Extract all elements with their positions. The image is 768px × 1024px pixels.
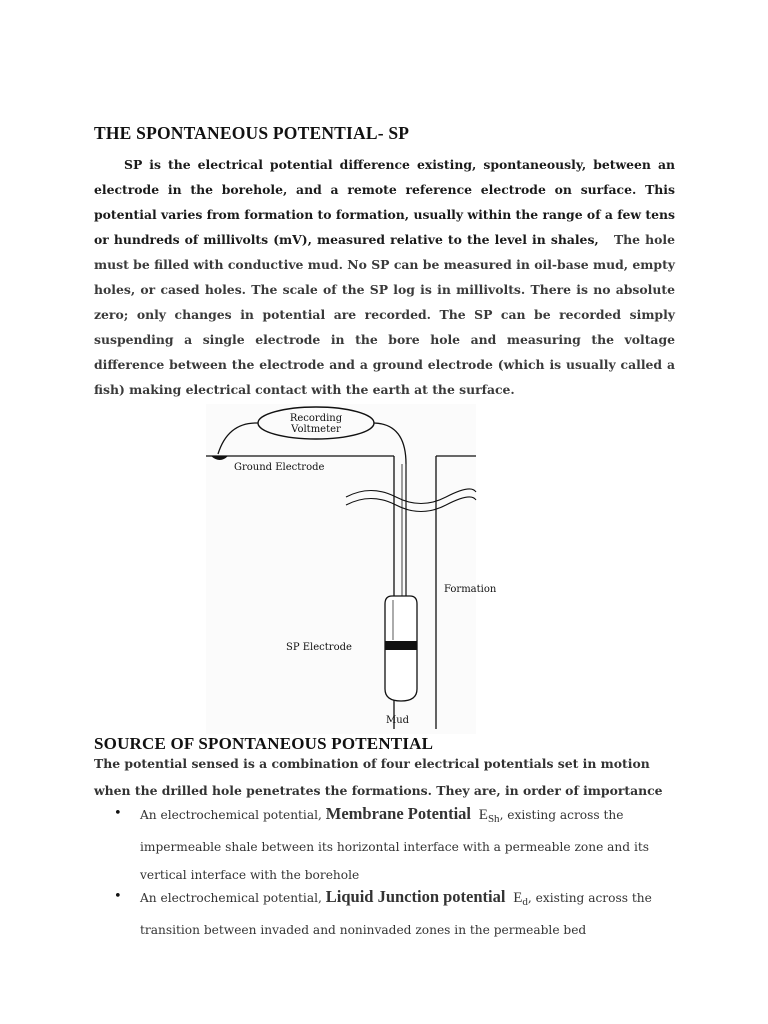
bullet-prefix: An electrochemical potential, bbox=[140, 808, 326, 822]
symbol-letter: E bbox=[478, 807, 488, 823]
bullet-term: Membrane Potential bbox=[325, 804, 472, 823]
bullet-dot-icon: • bbox=[114, 889, 122, 904]
bullet-suffix: , existing across the transition between invaded and noninvaded zones in the permeable bed bbox=[140, 891, 652, 937]
section-heading-source: SOURCE OF SPONTANEOUS POTENTIAL bbox=[94, 734, 434, 753]
bullet-symbol bbox=[479, 807, 500, 823]
paragraph-part-2: The hole must be filled with conductive mud. No SP can be measured in oil-base mud, empty holes, or cased holes. The scale of the SP log is in millivolts. There is no absolute zero; only changes in potential are recorded. The SP can be recorded simply suspending a single electrode in the bore hole and measuring the voltage difference between the electrode and a ground electrode (which is usually called a fish) making electrical contact with the earth at the surface. bbox=[94, 232, 675, 397]
page-title: THE SPONTANEOUS POTENTIAL- SP bbox=[94, 123, 410, 143]
list-item bbox=[94, 800, 684, 889]
bullet-dot-icon: • bbox=[114, 806, 122, 821]
list-item bbox=[94, 883, 684, 944]
source-intro-paragraph: The potential sensed is a combination of four electrical potentials set in motion when the drilled hole penetrates the formations. They are, in order of importance bbox=[94, 756, 663, 798]
sp-measurement-diagram bbox=[206, 404, 497, 734]
bullet-term: Liquid Junction potential bbox=[325, 887, 506, 906]
diagram-svg bbox=[206, 404, 497, 734]
potential-sources-list bbox=[94, 800, 684, 944]
ground-electrode-label: Ground Electrode bbox=[234, 462, 325, 473]
bullet-prefix: An electrochemical potential, bbox=[140, 891, 326, 905]
symbol-letter: E bbox=[513, 890, 523, 906]
sp-electrode-label: SP Electrode bbox=[286, 642, 352, 653]
bullet-symbol bbox=[513, 890, 528, 906]
mud-label: Mud bbox=[386, 715, 410, 726]
symbol-subscript: Sh bbox=[487, 813, 500, 825]
formation-label: Formation bbox=[444, 584, 497, 595]
symbol-subscript: d bbox=[522, 896, 528, 908]
sp-definition-paragraph bbox=[94, 152, 675, 402]
bullet-suffix: , existing across the impermeable shale between its horizontal interface with a permeable zone and its vertical interface with the borehole bbox=[140, 808, 650, 882]
voltmeter-label-line1: Recording bbox=[289, 413, 343, 424]
paragraph-part-1: SP is the electrical potential difference existing, spontaneously, between an electrode in the borehole, and a remote reference electrode on surface. This potential varies from formation to formation, usually within the range of a few tens or hundreds of millivolts (mV), measured relative to the level in shales, bbox=[94, 157, 675, 247]
voltmeter-label-line2: Voltmeter bbox=[291, 424, 341, 435]
sp-electrode-band bbox=[385, 641, 417, 650]
